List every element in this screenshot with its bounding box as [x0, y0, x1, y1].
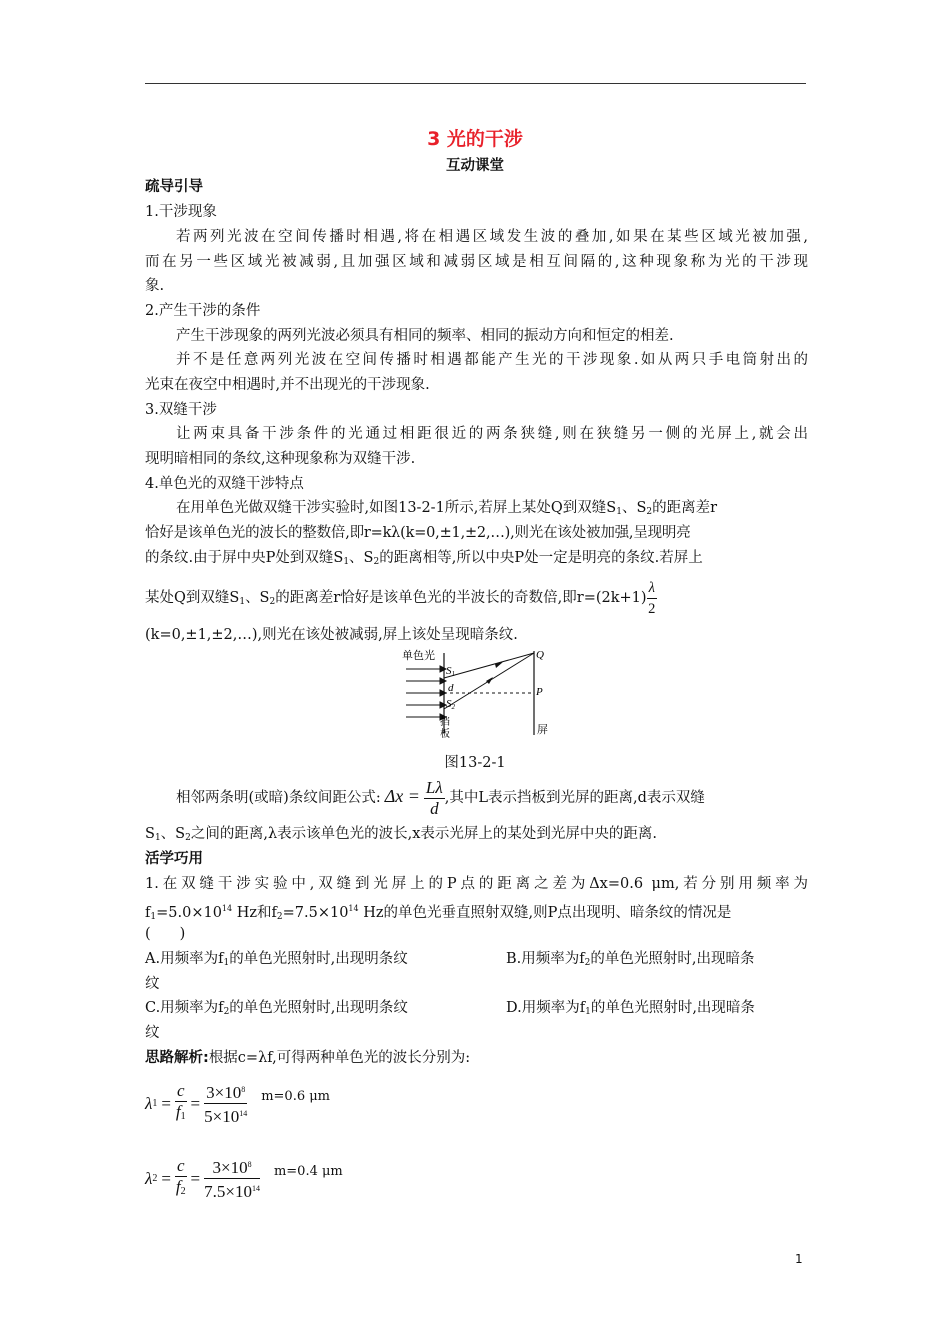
section-heading-practice: 活学巧用: [145, 851, 203, 867]
page-title: 3 光的干涉: [427, 128, 523, 150]
item4-line5: (k=0,±1,±2,…),则光在该处被减弱,屏上该处呈现暗条纹.: [145, 627, 518, 643]
ray-s1-to-q: [444, 653, 534, 678]
item2-title: 2.产生干涉的条件: [145, 303, 261, 319]
item4-line1: 在用单色光做双缝干涉实验时,如图13-2-1所示,若屏上某处Q到双缝$S_1$、$S_2$的距离差r: [176, 500, 718, 517]
page-number: 1: [795, 1252, 803, 1266]
label-p: P: [536, 686, 543, 698]
double-slit-diagram: [400, 645, 550, 741]
question1-line3: ( ): [145, 926, 186, 942]
label-board-2: 板: [440, 729, 450, 740]
item2-para1: 产生干涉现象的两列光波必须具有相同的频率、相同的振动方向和恒定的相差.: [176, 328, 674, 344]
label-s1: S1: [446, 665, 455, 678]
page-subtitle: 互动课堂: [446, 158, 504, 174]
item3-title: 3.双缝干涉: [145, 402, 217, 418]
fringe-formula-line: 相邻两条明(或暗)条纹间距公式: Δx = $\frac{L\lambda}{d}$ ,其中L表示挡板到光屏的距离,d表示双缝: [176, 777, 705, 818]
wavelength-equation-1: λ 1 = $\frac{c}{f_1}$ = $\frac{3\times 10^8}{5\times 10^{14}}$ m=0.6 μm: [145, 1080, 331, 1126]
option-a[interactable]: A.用频率为$f_1$的单色光照射时,出现明条纹: [145, 951, 408, 968]
fringe-spacing-fraction: $\frac{L\lambda}{d}$: [425, 777, 443, 818]
item1-line1: 若两列光波在空间传播时相遇,将在相遇区域发生波的叠加,如果在某些区域光被加强,: [176, 229, 808, 245]
item4-line2: 恰好是该单色光的波长的整数倍,即r=kλ(k=0,±1,±2,…),则光在该处被加强,呈现明亮: [145, 525, 691, 541]
label-q: Q: [536, 649, 544, 661]
item3-line2: 现明暗相同的条纹,这种现象称为双缝干涉.: [145, 451, 416, 467]
item1-line3: 象.: [145, 278, 165, 294]
fringe-formula-line2: $S_1$、$S_2$之间的距离,λ表示该单色光的波长,x表示光屏上的某处到光屏中央的距离.: [145, 826, 658, 843]
analysis-line: 思路解析:根据c=λf,可得两种单色光的波长分别为:: [145, 1050, 471, 1066]
label-board-1: 挡: [440, 717, 450, 728]
question1-line1: 1.在双缝干涉实验中,双缝到光屏上的P点的距离之差为Δx=0.6 μm,若分别用频率为: [145, 876, 808, 892]
item2-para2-line2: 光束在夜空中相遇时,并不出现光的干涉现象.: [145, 377, 430, 393]
option-d[interactable]: D.用频率为$f_1$的单色光照射时,出现暗条: [506, 1000, 755, 1017]
option-d-wrap: 纹: [145, 1025, 160, 1041]
half-wavelength-fraction: $\frac{\lambda}{2}$: [648, 579, 656, 617]
label-screen: 屏: [537, 723, 548, 736]
header-rule: [145, 83, 806, 84]
label-d: d: [448, 682, 454, 694]
option-c[interactable]: C.用频率为$f_2$的单色光照射时,出现明条纹: [145, 1000, 408, 1017]
incident-rays: [406, 666, 446, 720]
question1-line2: $f_1=5.0\times 10^{14}$ Hz和$f_2=7.5\times 10^{14}$ Hz的单色光垂直照射双缝,则P点出现明、暗条纹的情况是: [145, 904, 732, 922]
item1-title: 1.干涉现象: [145, 204, 217, 220]
figure-caption: 图13-2-1: [444, 755, 506, 771]
ray-arrow-s2: [486, 677, 493, 684]
item1-line2: 而在另一些区域光被减弱,且加强区域和减弱区域是相互间隔的,这种现象称为光的干涉现: [145, 254, 808, 270]
option-b-wrap: 纹: [145, 976, 160, 992]
section-heading-guide: 疏导引导: [145, 179, 203, 195]
label-monochromatic-light: 单色光: [402, 649, 435, 662]
item4-title: 4.单色光的双缝干涉特点: [145, 476, 304, 492]
option-b[interactable]: B.用频率为$f_2$的单色光照射时,出现暗条: [506, 951, 755, 968]
item2-para2-line1: 并不是任意两列光波在空间传播时相遇都能产生光的干涉现象.如从两只手电筒射出的: [176, 352, 808, 368]
item3-line1: 让两束具备干涉条件的光通过相距很近的两条狭缝,则在狭缝另一侧的光屏上,就会出: [176, 426, 808, 442]
wavelength-equation-2: λ 2 = $\frac{c}{f_2}$ = $\frac{3\times 10^8}{7.5\times 10^{14}}$ m=0.4 μm: [145, 1155, 343, 1201]
label-s2: S2: [446, 698, 455, 711]
item4-line4: 某处Q到双缝$S_1$、$S_2$的距离差r恰好是该单色光的半波长的奇数倍,即r=(2k+1) $\frac{\lambda}{2}$: [145, 579, 656, 617]
item4-line3: 的条纹.由于屏中央P处到双缝$S_1$、$S_2$的距离相等,所以中央P处一定是明亮的条纹.若屏上: [145, 550, 703, 567]
